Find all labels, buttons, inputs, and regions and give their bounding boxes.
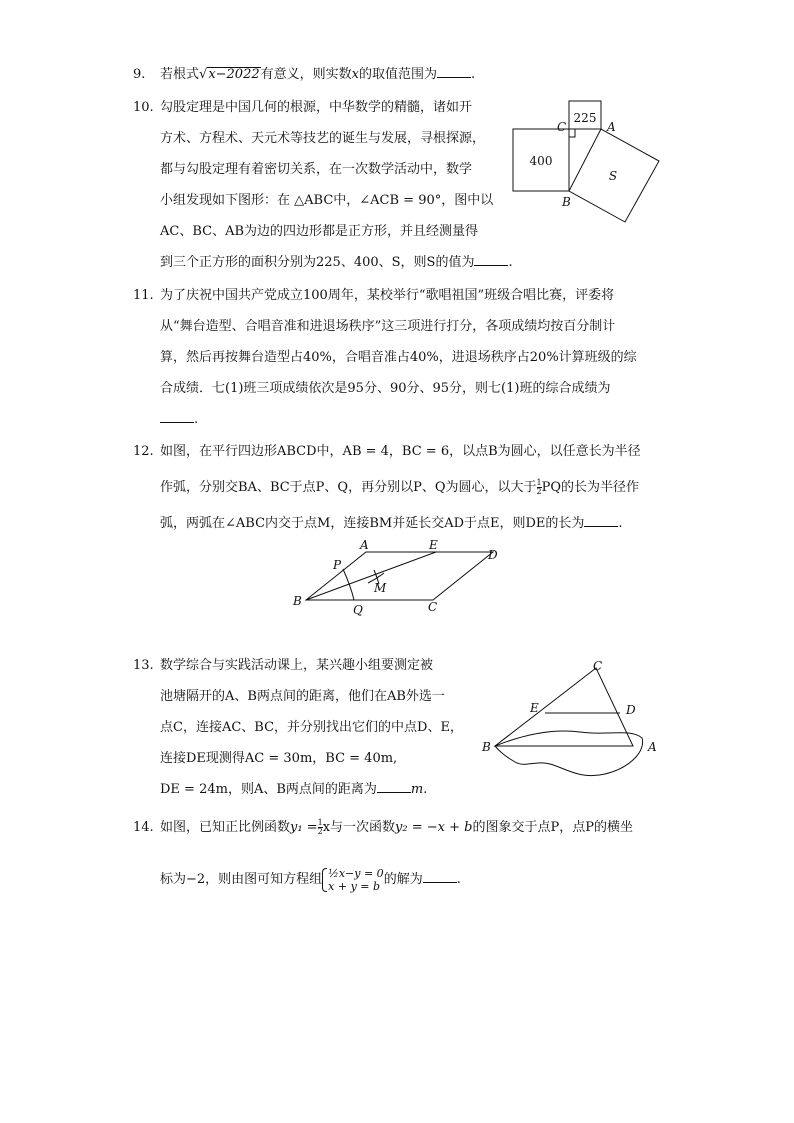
question-line: 如图，已知正比例函数y₁ = $\frac{1}{2}$ x与一次函数y₂ = −x + b的图象交于点P，点P的横坐 xyxy=(160,818,633,836)
question-14 xyxy=(133,812,693,902)
question-line: AC、BC、AB为边的四边形都是正方形，并且经测量得 xyxy=(160,224,479,239)
question-number: 13. xyxy=(133,658,154,673)
question-number: 11. xyxy=(133,288,154,303)
area-label-s: S xyxy=(608,169,618,183)
point-label-m: M xyxy=(374,581,387,595)
vertex-label-a: A xyxy=(607,120,616,134)
question-line: 如图，在平行四边形ABCD中，AB = 4，BC = 6，以点B为圆心，以任意长为半径 xyxy=(160,444,641,459)
equation-system: ½x−y = 0 x + y = b xyxy=(322,867,384,893)
vertex-label-a: A xyxy=(648,740,657,754)
question-line: 为了庆祝中国共产党成立100周年，某校举行“歌唱祖国”班级合唱比赛，评委将 xyxy=(160,288,615,303)
question-line: 勾股定理是中国几何的根源，中华数学的精髓，诸如开 xyxy=(160,100,473,115)
vertex-label-b: B xyxy=(562,195,571,209)
point-label-q: Q xyxy=(353,603,363,617)
area-label-400: 400 xyxy=(529,154,553,168)
radicand: x−2022 xyxy=(208,67,260,82)
vertex-label-a: A xyxy=(360,538,369,552)
answer-blank[interactable] xyxy=(160,410,194,423)
question-9 xyxy=(133,59,693,91)
question-line: 合成绩．七(1)班三项成绩依次是95分、90分、95分，则七(1)班的综合成绩为 xyxy=(160,381,611,396)
point-label-e: E xyxy=(530,701,539,715)
answer-blank[interactable] xyxy=(474,253,508,266)
answer-blank[interactable] xyxy=(423,870,457,883)
vertex-label-c: C xyxy=(428,600,438,614)
point-label-d: D xyxy=(626,703,636,717)
question-line: 作弧，分别交BA、BC于点P、Q，再分别以P、Q为圆心，以大于 $\frac{1}{2}$ PQ的长为半径作 xyxy=(160,478,639,496)
vertex-label-b: B xyxy=(482,740,491,754)
question-number: 9. xyxy=(133,67,146,82)
question-line: 都与勾股定理有着密切关系，在一次数学活动中，数学 xyxy=(160,162,473,177)
vertex-label-d: D xyxy=(488,548,498,562)
question-line: 弧，两弧在∠ABC内交于点M，连接BM并延长交AD于点E，则DE的长为 . xyxy=(160,516,623,531)
point-label-p: P xyxy=(333,558,342,572)
question-line: 小组发现如下图形：在 △ABC中，∠ACB = 90°，图中以 xyxy=(160,193,494,208)
question-line: . xyxy=(160,404,198,436)
fraction-half: $\frac{1}{2}$ xyxy=(536,478,542,496)
question-line: 点C，连接AC、BC，并分别找出它们的中点D、E， xyxy=(160,720,463,735)
pond-triangle-figure xyxy=(480,656,666,784)
vertex-label-c: C xyxy=(593,659,603,673)
question-10 xyxy=(133,92,513,284)
question-text: 若根式√x−2022有意义，则实数x的取值范围为 . xyxy=(160,67,476,82)
question-11 xyxy=(133,280,693,432)
question-13 xyxy=(133,650,493,806)
point-label-e: E xyxy=(429,538,438,552)
area-label-225: 225 xyxy=(573,111,597,125)
question-number: 10. xyxy=(133,100,154,115)
answer-blank[interactable] xyxy=(437,65,471,78)
question-number: 12. xyxy=(133,444,154,459)
question-line: 标为−2，则由图可知方程组 ½x−y = 0 x + y = b 的解为 . xyxy=(160,866,461,893)
question-line: 池塘隔开的A、B两点间的距离，他们在AB外选一 xyxy=(160,689,445,704)
question-line: 数学综合与实践活动课上，某兴趣小组要测定被 xyxy=(160,658,434,673)
answer-blank[interactable] xyxy=(584,514,618,527)
pythagoras-squares-figure xyxy=(508,96,664,228)
fraction-half: $\frac{1}{2}$ xyxy=(317,818,323,836)
question-12 xyxy=(133,436,693,536)
answer-blank[interactable] xyxy=(377,780,411,793)
question-line: 连接DE现测得AC = 30m，BC = 40m, xyxy=(160,751,398,766)
question-line: 从“舞台造型、合唱音准和进退场秩序”这三项进行打分，各项成绩均按百分制计 xyxy=(160,319,616,334)
vertex-label-c: C xyxy=(557,120,567,134)
question-number: 14. xyxy=(133,820,154,835)
parallelogram-figure xyxy=(288,535,508,621)
question-line: 方术、方程术、天元术等技艺的诞生与发展，寻根探源， xyxy=(160,131,486,146)
question-line: DE = 24m，则A、B两点间的距离为 m. xyxy=(160,782,428,797)
vertex-label-b: B xyxy=(293,594,302,608)
question-line: 算，然后再按舞台造型占40%，合唱音准占40%，进退场秩序占20%计算班级的综 xyxy=(160,350,637,365)
question-line: 到三个正方形的面积分别为225、400、S，则S的值为 . xyxy=(160,255,513,270)
